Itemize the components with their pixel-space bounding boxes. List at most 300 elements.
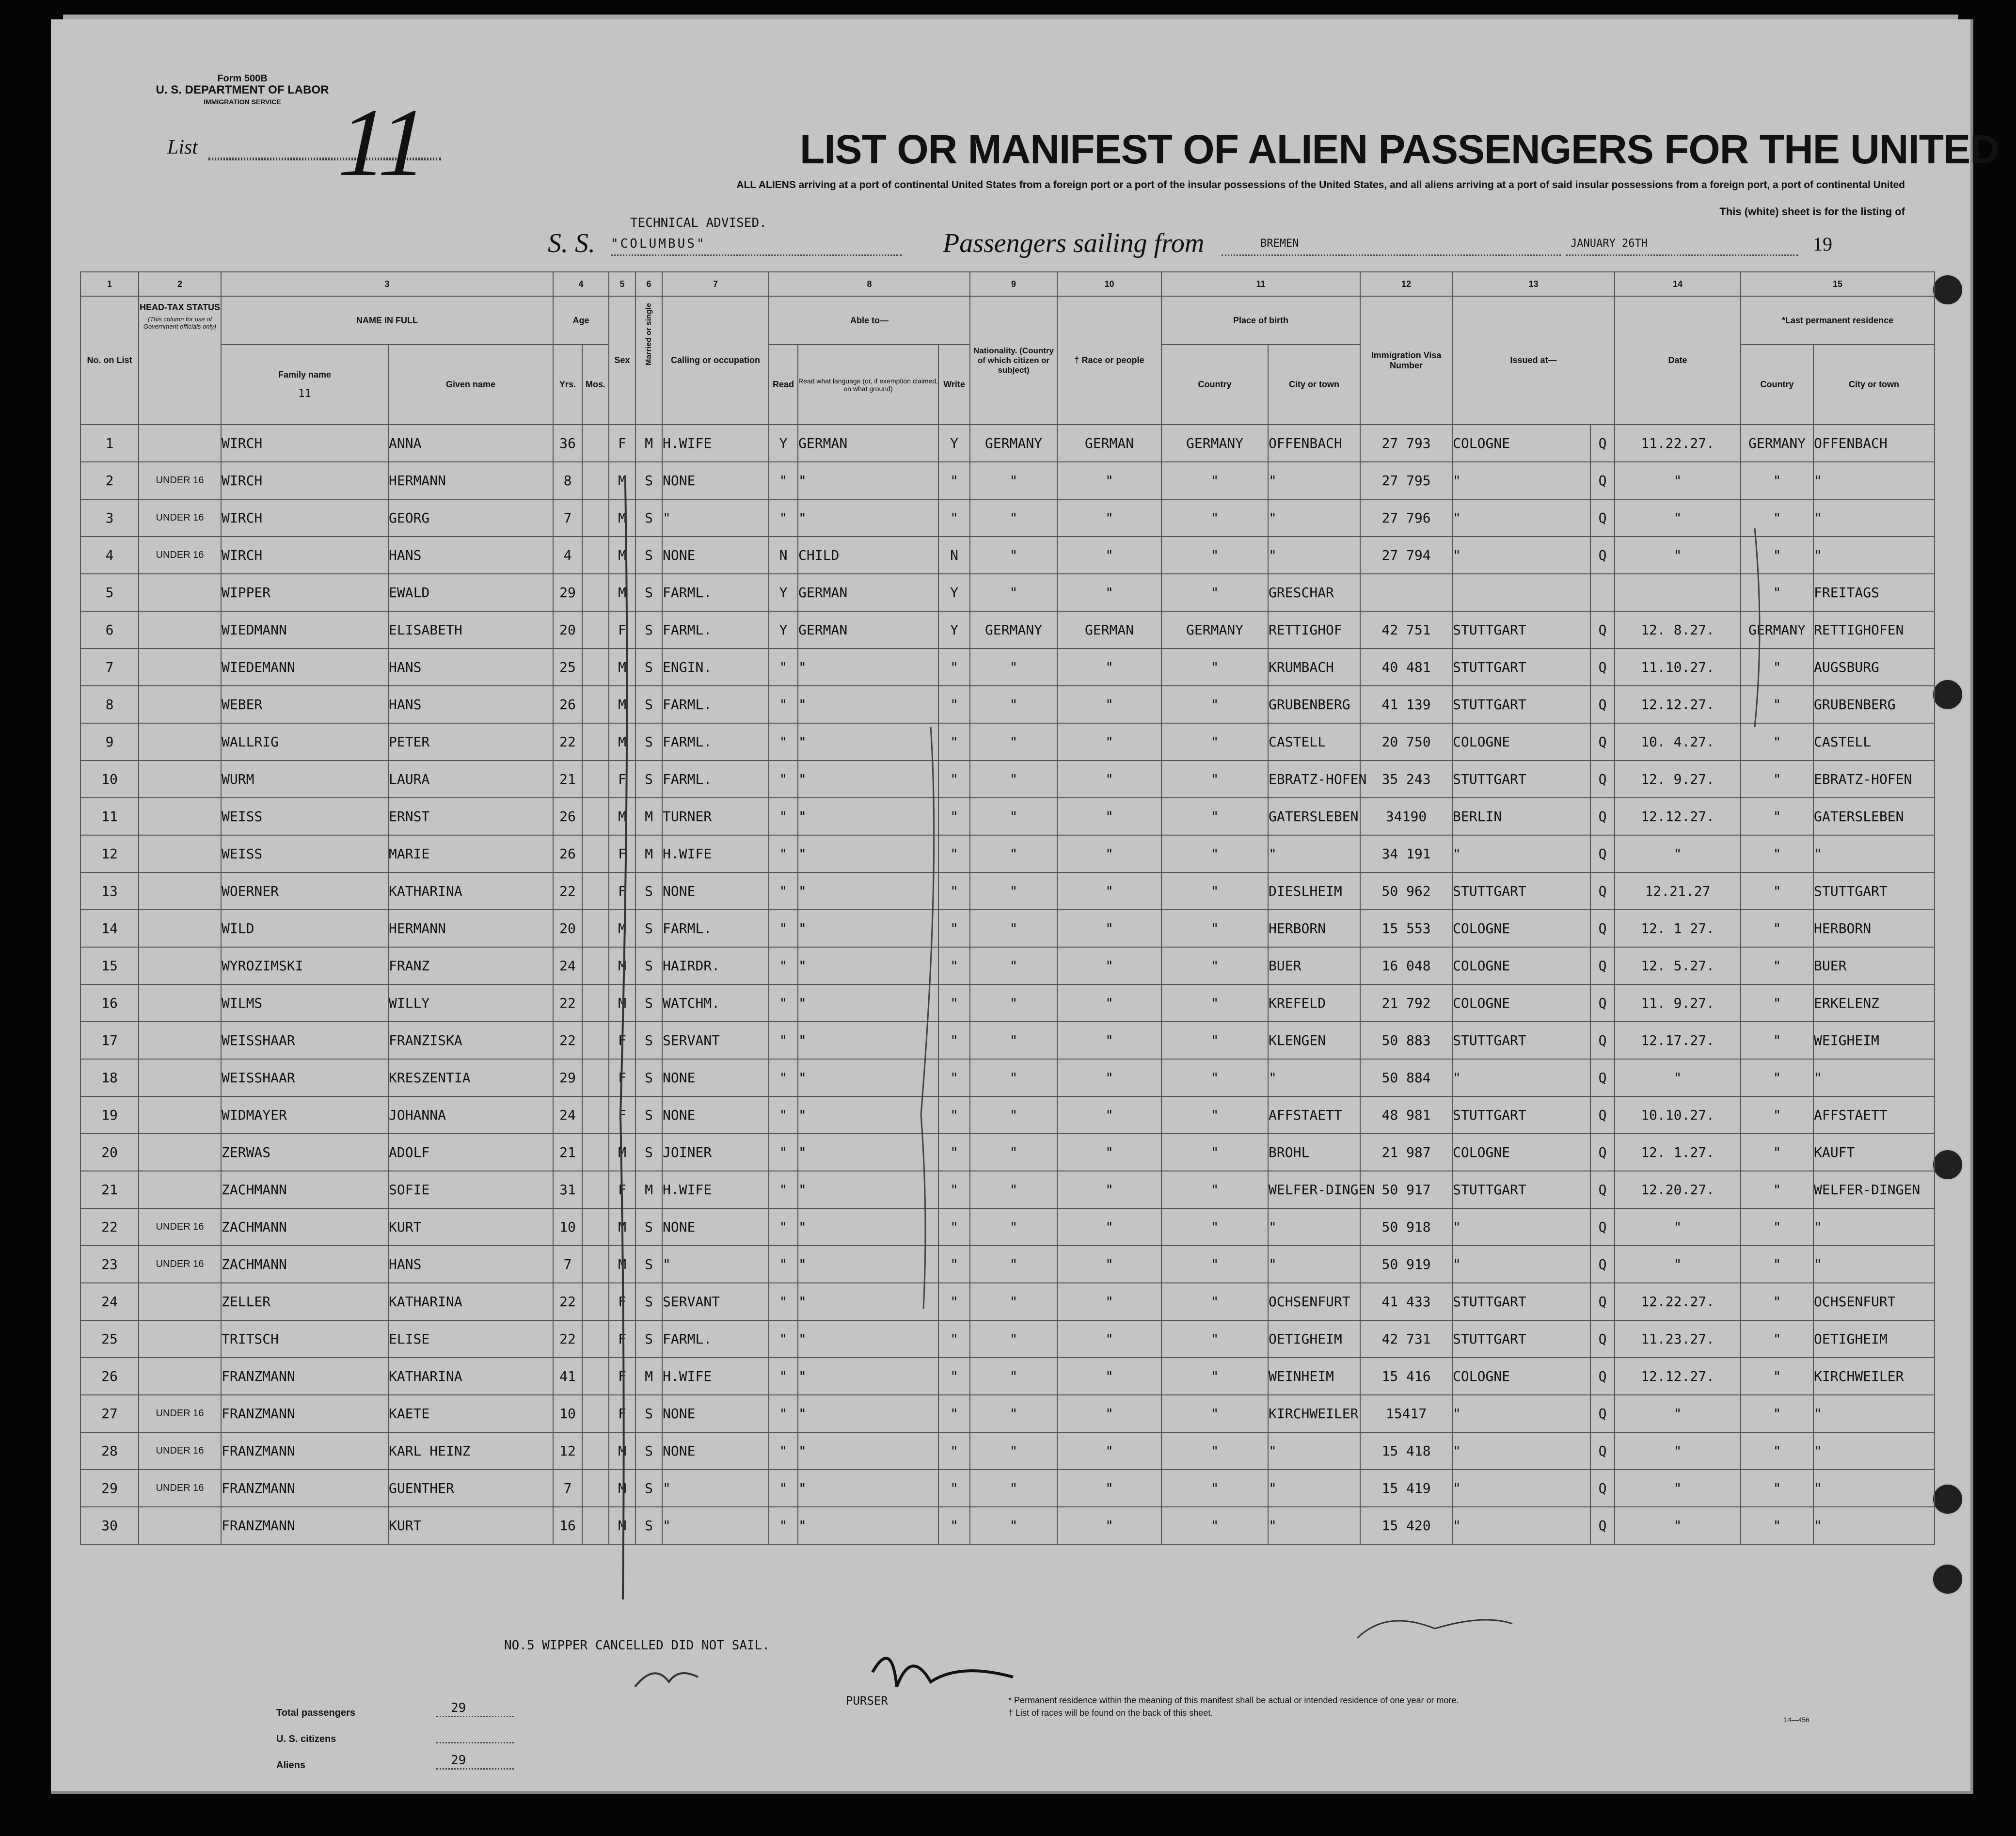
race: " [1057, 910, 1161, 947]
race: " [1057, 835, 1161, 872]
read-language: " [798, 1432, 938, 1470]
sex: F [609, 1171, 635, 1208]
residence-city: ERKELENZ [1813, 984, 1935, 1022]
residence-city: " [1813, 1059, 1935, 1096]
family-name: FRANZMANN [221, 1432, 388, 1470]
birth-country: " [1161, 984, 1268, 1022]
quota-mark: Q [1590, 1059, 1615, 1096]
nationality: " [970, 1283, 1057, 1320]
visa-issued-at: STUTTGART [1452, 686, 1590, 723]
col-number: 6 [635, 272, 662, 296]
row-number: 2 [80, 462, 139, 499]
race: " [1057, 1507, 1161, 1544]
row-number: 8 [80, 686, 139, 723]
can-write: " [938, 1171, 970, 1208]
visa-issued-at: STUTTGART [1452, 649, 1590, 686]
quota-mark: Q [1590, 686, 1615, 723]
marital-status: S [635, 574, 662, 611]
birth-city: GRESCHAR [1268, 574, 1360, 611]
residence-country: " [1741, 1320, 1813, 1358]
residence-country: " [1741, 984, 1813, 1022]
visa-number: 27 796 [1360, 499, 1452, 537]
sex: M [609, 686, 635, 723]
row-number: 14 [80, 910, 139, 947]
row-number: 12 [80, 835, 139, 872]
year-prefix: 19 [1813, 233, 1832, 255]
header-issued-at: Issued at— [1452, 296, 1615, 425]
given-name: HANS [388, 649, 553, 686]
can-write: " [938, 984, 970, 1022]
visa-number: 15 416 [1360, 1358, 1452, 1395]
row-number: 27 [80, 1395, 139, 1432]
visa-number: 50 962 [1360, 872, 1452, 910]
residence-country: " [1741, 1096, 1813, 1134]
sex: M [609, 1134, 635, 1171]
age-years: 22 [553, 1283, 582, 1320]
read-language: " [798, 947, 938, 984]
birth-country: " [1161, 1208, 1268, 1246]
sex: M [609, 723, 635, 760]
birth-country: " [1161, 723, 1268, 760]
read-language: GERMAN [798, 425, 938, 462]
quota-mark: Q [1590, 1470, 1615, 1507]
race: " [1057, 1096, 1161, 1134]
quota-mark: Q [1590, 1246, 1615, 1283]
can-read: " [769, 1134, 798, 1171]
occupation: " [662, 1470, 769, 1507]
visa-issued-at: " [1452, 462, 1590, 499]
can-write: Y [938, 425, 970, 462]
residence-city: AFFSTAETT [1813, 1096, 1935, 1134]
nationality: " [970, 1134, 1057, 1171]
quota-mark: Q [1590, 872, 1615, 910]
occupation: NONE [662, 872, 769, 910]
header-note: ALL ALIENS arriving at a port of continental United States from a foreign port or a port of the insular possessions of the United States, and all aliens arriving at a port of said insular possessions from a foreign port, a port of continental United [736, 179, 1905, 190]
quota-mark: Q [1590, 499, 1615, 537]
can-read: " [769, 1208, 798, 1246]
race: GERMAN [1057, 611, 1161, 649]
given-name: HANS [388, 537, 553, 574]
race: " [1057, 1470, 1161, 1507]
can-read: " [769, 1246, 798, 1283]
read-language: " [798, 1134, 938, 1171]
occupation: H.WIFE [662, 425, 769, 462]
can-read: " [769, 1432, 798, 1470]
birth-city: WEINHEIM [1268, 1358, 1360, 1395]
visa-issued-at: COLOGNE [1452, 984, 1590, 1022]
nationality: " [970, 574, 1057, 611]
visa-date: " [1615, 1470, 1741, 1507]
marital-status: S [635, 537, 662, 574]
nationality: " [970, 1022, 1057, 1059]
residence-city: FREITAGS [1813, 574, 1935, 611]
total-passengers-label: Total passengers [276, 1708, 356, 1718]
read-language: " [798, 798, 938, 835]
residence-country: " [1741, 1171, 1813, 1208]
header-name-in-full: NAME IN FULL [221, 296, 553, 345]
age-years: 7 [553, 1470, 582, 1507]
given-name: KURT [388, 1208, 553, 1246]
race: " [1057, 686, 1161, 723]
sex: F [609, 611, 635, 649]
read-language: " [798, 1470, 938, 1507]
visa-number: 15 553 [1360, 910, 1452, 947]
can-write: " [938, 910, 970, 947]
race: " [1057, 1171, 1161, 1208]
visa-number: 50 884 [1360, 1059, 1452, 1096]
col-number: 13 [1452, 272, 1615, 296]
race: " [1057, 537, 1161, 574]
visa-date: " [1615, 1432, 1741, 1470]
can-write: " [938, 1507, 970, 1544]
row-number: 15 [80, 947, 139, 984]
occupation: NONE [662, 1096, 769, 1134]
can-write: " [938, 1320, 970, 1358]
residence-country: " [1741, 537, 1813, 574]
cancel-note: NO.5 WIPPER CANCELLED DID NOT SAIL. [504, 1638, 770, 1653]
col-number: 9 [970, 272, 1057, 296]
quota-mark: Q [1590, 723, 1615, 760]
residence-city: EBRATZ-HOFEN [1813, 760, 1935, 798]
can-read: Y [769, 425, 798, 462]
head-tax-status: UNDER 16 [139, 499, 221, 537]
residence-city: " [1813, 1208, 1935, 1246]
visa-issued-at: STUTTGART [1452, 611, 1590, 649]
can-read: " [769, 947, 798, 984]
given-name: WILLY [388, 984, 553, 1022]
birth-country: " [1161, 1358, 1268, 1395]
read-language: " [798, 1096, 938, 1134]
visa-date: " [1615, 1208, 1741, 1246]
birth-city: " [1268, 499, 1360, 537]
visa-date: 10. 4.27. [1615, 723, 1741, 760]
marital-status: S [635, 1059, 662, 1096]
nationality: " [970, 1320, 1057, 1358]
header-read: Read [769, 345, 798, 425]
ship-name: "COLUMBUS" [611, 237, 706, 251]
nationality: " [970, 872, 1057, 910]
header-yrs: Yrs. [553, 345, 582, 425]
given-name: EWALD [388, 574, 553, 611]
head-tax-status: UNDER 16 [139, 537, 221, 574]
given-name: KATHARINA [388, 872, 553, 910]
marital-status: S [635, 872, 662, 910]
birth-city: KRUMBACH [1268, 649, 1360, 686]
birth-country: " [1161, 1134, 1268, 1171]
race: " [1057, 760, 1161, 798]
header-place-of-birth: Place of birth [1161, 296, 1360, 345]
header-sex: Sex [609, 296, 635, 425]
sex: M [609, 537, 635, 574]
sex: F [609, 760, 635, 798]
race: " [1057, 649, 1161, 686]
age-years: 22 [553, 872, 582, 910]
can-write: " [938, 1208, 970, 1246]
family-name: WURM [221, 760, 388, 798]
row-number: 20 [80, 1134, 139, 1171]
occupation: H.WIFE [662, 1171, 769, 1208]
col-number: 10 [1057, 272, 1161, 296]
residence-city: " [1813, 462, 1935, 499]
family-name: ZERWAS [221, 1134, 388, 1171]
quota-mark: Q [1590, 1432, 1615, 1470]
read-language: " [798, 1022, 938, 1059]
birth-country: " [1161, 910, 1268, 947]
birth-country: " [1161, 1432, 1268, 1470]
visa-date: " [1615, 835, 1741, 872]
marital-status: S [635, 1320, 662, 1358]
birth-country: " [1161, 835, 1268, 872]
can-write: " [938, 649, 970, 686]
birth-city: KLENGEN [1268, 1022, 1360, 1059]
residence-city: RETTIGHOFEN [1813, 611, 1935, 649]
row-number: 28 [80, 1432, 139, 1470]
quota-mark: Q [1590, 984, 1615, 1022]
sex: F [609, 1059, 635, 1096]
header-nationality: Nationality. (Country of which citizen or subject) [970, 296, 1057, 425]
header-mos: Mos. [582, 345, 609, 425]
visa-issued-at: COLOGNE [1452, 1358, 1590, 1395]
visa-issued-at: " [1452, 1208, 1590, 1246]
sex: F [609, 1022, 635, 1059]
marital-status: S [635, 723, 662, 760]
can-write: " [938, 1022, 970, 1059]
visa-number: 48 981 [1360, 1096, 1452, 1134]
occupation: NONE [662, 1208, 769, 1246]
residence-country: " [1741, 1134, 1813, 1171]
given-name: KRESZENTIA [388, 1059, 553, 1096]
occupation: FARML. [662, 910, 769, 947]
birth-city: GATERSLEBEN [1268, 798, 1360, 835]
visa-issued-at: " [1452, 499, 1590, 537]
birth-city: OETIGHEIM [1268, 1320, 1360, 1358]
visa-issued-at: " [1452, 835, 1590, 872]
race: " [1057, 1432, 1161, 1470]
head-tax-status: UNDER 16 [139, 1470, 221, 1507]
quota-mark: Q [1590, 1395, 1615, 1432]
birth-country: " [1161, 649, 1268, 686]
residence-city: KAUFT [1813, 1134, 1935, 1171]
visa-number: 50 883 [1360, 1022, 1452, 1059]
nationality: " [970, 1470, 1057, 1507]
citizens-line [436, 1742, 514, 1743]
age-years: 22 [553, 984, 582, 1022]
birth-country: " [1161, 1022, 1268, 1059]
sex: M [609, 798, 635, 835]
header-write: Write [938, 345, 970, 425]
header-note-2: This (white) sheet is for the listing of [1719, 206, 1905, 218]
quota-mark: Q [1590, 425, 1615, 462]
nationality: " [970, 499, 1057, 537]
birth-city: KREFELD [1268, 984, 1360, 1022]
occupation: JOINER [662, 1134, 769, 1171]
given-name: HERMANN [388, 910, 553, 947]
quota-mark: Q [1590, 611, 1615, 649]
nationality: GERMANY [970, 425, 1057, 462]
age-years: 4 [553, 537, 582, 574]
occupation: WATCHM. [662, 984, 769, 1022]
family-name: FRANZMANN [221, 1470, 388, 1507]
sex: M [609, 1470, 635, 1507]
sex: M [609, 574, 635, 611]
race: " [1057, 1320, 1161, 1358]
race: " [1057, 798, 1161, 835]
can-write: " [938, 872, 970, 910]
nationality: " [970, 1059, 1057, 1096]
occupation: NONE [662, 462, 769, 499]
visa-date: " [1615, 499, 1741, 537]
residence-city: " [1813, 1432, 1935, 1470]
married-label: Married or single [644, 302, 653, 365]
given-name: KAETE [388, 1395, 553, 1432]
marital-status: S [635, 1470, 662, 1507]
age-years: 7 [553, 1246, 582, 1283]
sex: M [609, 947, 635, 984]
visa-issued-at: STUTTGART [1452, 760, 1590, 798]
birth-city: WELFER-DINGEN [1268, 1171, 1360, 1208]
residence-country: GERMANY [1741, 425, 1813, 462]
age-years: 10 [553, 1395, 582, 1432]
quota-mark: Q [1590, 798, 1615, 835]
visa-issued-at: COLOGNE [1452, 1134, 1590, 1171]
head-tax-status: UNDER 16 [139, 462, 221, 499]
visa-number: 41 433 [1360, 1283, 1452, 1320]
race: " [1057, 1022, 1161, 1059]
occupation: FARML. [662, 1320, 769, 1358]
residence-city: " [1813, 835, 1935, 872]
residence-country: " [1741, 499, 1813, 537]
visa-number: 34 191 [1360, 835, 1452, 872]
given-name: HANS [388, 686, 553, 723]
residence-city: CASTELL [1813, 723, 1935, 760]
visa-issued-at: " [1452, 1507, 1590, 1544]
row-number: 19 [80, 1096, 139, 1134]
race: " [1057, 947, 1161, 984]
can-write: " [938, 947, 970, 984]
residence-city: GATERSLEBEN [1813, 798, 1935, 835]
residence-city: BUER [1813, 947, 1935, 984]
can-write: Y [938, 574, 970, 611]
nationality: " [970, 1358, 1057, 1395]
nationality: " [970, 910, 1057, 947]
sex: F [609, 1283, 635, 1320]
header-no-on-list: No. on List [80, 296, 139, 425]
marital-status: M [635, 1358, 662, 1395]
visa-date: 12. 1.27. [1615, 1134, 1741, 1171]
visa-issued-at: STUTTGART [1452, 1022, 1590, 1059]
can-read: " [769, 872, 798, 910]
page-title: LIST OR MANIFEST OF ALIEN PASSENGERS FOR THE UNITED [800, 127, 1999, 172]
can-read: " [769, 910, 798, 947]
sex: M [609, 1432, 635, 1470]
family-name: ZELLER [221, 1283, 388, 1320]
visa-issued-at: STUTTGART [1452, 1096, 1590, 1134]
race: " [1057, 1283, 1161, 1320]
row-number: 11 [80, 798, 139, 835]
birth-country: " [1161, 462, 1268, 499]
birth-city: " [1268, 462, 1360, 499]
residence-country: " [1741, 1358, 1813, 1395]
given-name: KATHARINA [388, 1283, 553, 1320]
can-read: N [769, 537, 798, 574]
residence-city: STUTTGART [1813, 872, 1935, 910]
quota-mark: Q [1590, 1507, 1615, 1544]
row-number: 29 [80, 1470, 139, 1507]
race: " [1057, 1059, 1161, 1096]
residence-city: " [1813, 1395, 1935, 1432]
residence-city: " [1813, 1470, 1935, 1507]
given-name: HERMANN [388, 462, 553, 499]
birth-country: " [1161, 1059, 1268, 1096]
read-language: " [798, 835, 938, 872]
birth-city: HERBORN [1268, 910, 1360, 947]
sex: F [609, 1395, 635, 1432]
occupation: NONE [662, 537, 769, 574]
can-read: " [769, 649, 798, 686]
can-read: " [769, 1096, 798, 1134]
race: " [1057, 462, 1161, 499]
nationality: " [970, 537, 1057, 574]
nationality: GERMANY [970, 611, 1057, 649]
can-read: " [769, 798, 798, 835]
nationality: " [970, 1507, 1057, 1544]
row-number: 10 [80, 760, 139, 798]
quota-mark: Q [1590, 462, 1615, 499]
visa-number: 20 750 [1360, 723, 1452, 760]
residence-country: " [1741, 798, 1813, 835]
occupation: FARML. [662, 686, 769, 723]
visa-date: 10.10.27. [1615, 1096, 1741, 1134]
birth-city: AFFSTAETT [1268, 1096, 1360, 1134]
birth-country: " [1161, 499, 1268, 537]
visa-issued-at: STUTTGART [1452, 1171, 1590, 1208]
can-write: " [938, 723, 970, 760]
can-write: " [938, 686, 970, 723]
visa-issued-at: COLOGNE [1452, 425, 1590, 462]
residence-country: " [1741, 574, 1813, 611]
read-language: " [798, 499, 938, 537]
row-number: 30 [80, 1507, 139, 1544]
visa-date: 12. 5.27. [1615, 947, 1741, 984]
birth-city: " [1268, 1246, 1360, 1283]
given-name: KURT [388, 1507, 553, 1544]
marital-status: S [635, 1134, 662, 1171]
birth-city: " [1268, 1432, 1360, 1470]
can-write: " [938, 1470, 970, 1507]
visa-date: 12.22.27. [1615, 1283, 1741, 1320]
read-language: " [798, 462, 938, 499]
row-number: 16 [80, 984, 139, 1022]
sex: M [609, 499, 635, 537]
can-read: " [769, 1283, 798, 1320]
can-read: " [769, 1507, 798, 1544]
row-number: 4 [80, 537, 139, 574]
header-visa-date: Date [1615, 296, 1741, 425]
race: " [1057, 984, 1161, 1022]
ss-label: S. S. [548, 228, 595, 258]
can-read: " [769, 1022, 798, 1059]
sex: M [609, 910, 635, 947]
marital-status: S [635, 910, 662, 947]
quota-mark: Q [1590, 835, 1615, 872]
visa-number: 15 419 [1360, 1470, 1452, 1507]
col-number: 8 [769, 272, 970, 296]
visa-number: 50 917 [1360, 1171, 1452, 1208]
can-write: " [938, 1395, 970, 1432]
aliens-label: Aliens [276, 1760, 306, 1771]
residence-city: WEIGHEIM [1813, 1022, 1935, 1059]
age-years: 36 [553, 425, 582, 462]
